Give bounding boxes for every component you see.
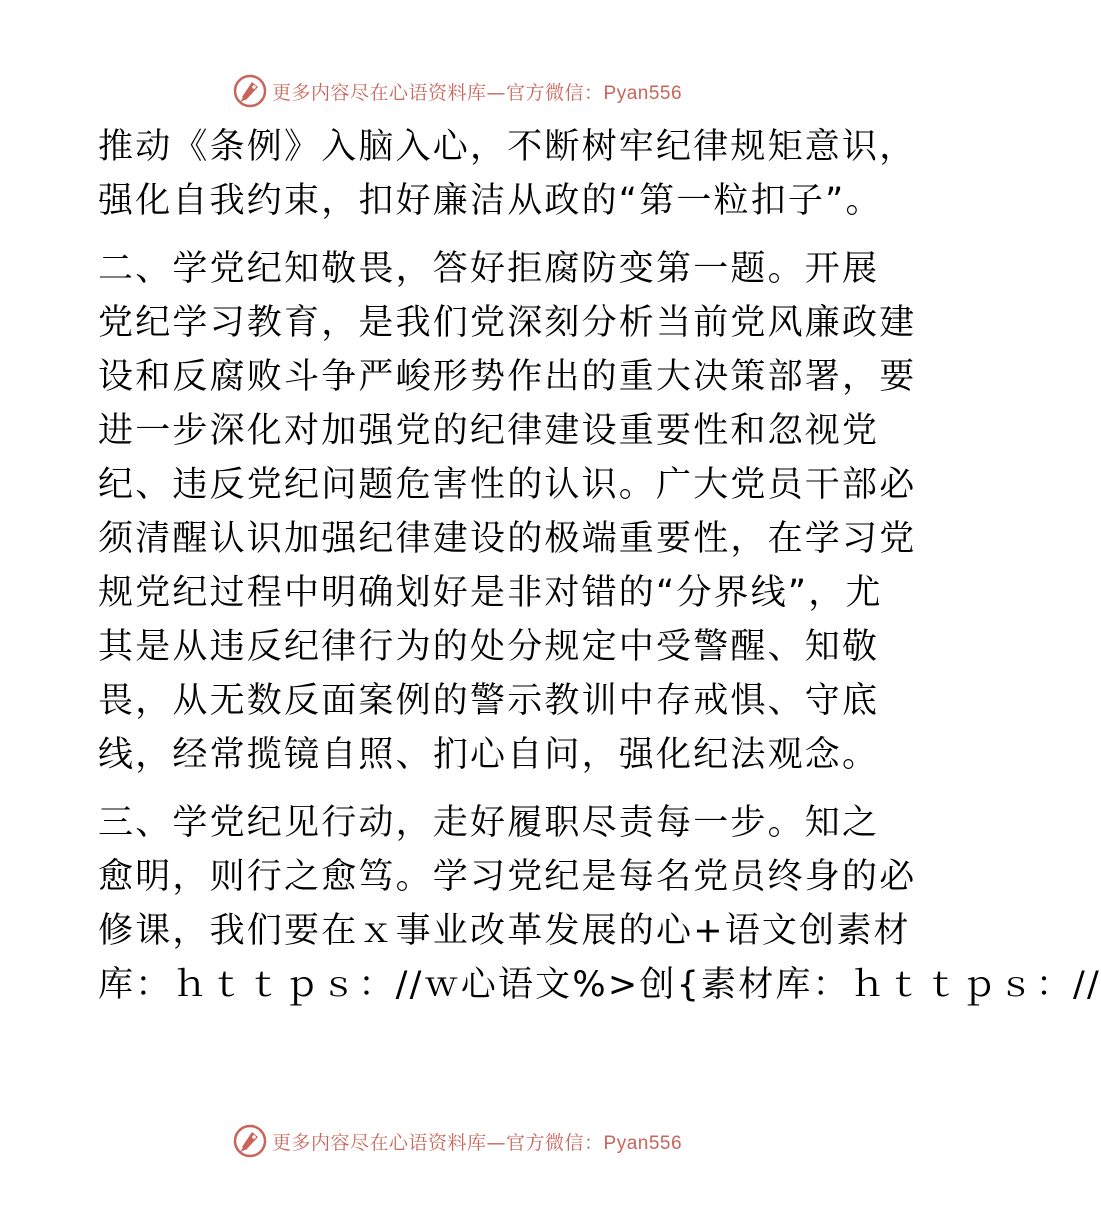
body-line: 愈明，则行之愈笃。学习党纪是每名党员终身的必 xyxy=(98,857,917,897)
watermark-separator: — xyxy=(486,1132,507,1154)
body-line: 须清醒认识加强纪律建设的极端重要性，在学习党 xyxy=(98,519,917,559)
watermark-brand: 更多内容尽在心语资料库 xyxy=(272,1132,487,1154)
body-line: 修课，我们要在ｘ事业改革发展的心+语文创素材 xyxy=(98,911,911,951)
body-line: 推动《条例》入脑入心，不断树牢纪律规矩意识， xyxy=(98,127,917,167)
body-line: 设和反腐败斗争严峻形势作出的重大决策部署，要 xyxy=(98,357,917,397)
section-three-heading-line: 三、学党纪见行动，走好履职尽责每一步。知之 xyxy=(98,803,880,843)
watermark-separator: — xyxy=(486,82,507,104)
body-line: 其是从违反纪律行为的处分规定中受警醒、知敬 xyxy=(98,627,880,667)
watermark-wechat-label: 官方微信： xyxy=(506,1132,604,1154)
body-line: 进一步深化对加强党的纪律建设重要性和忽视党 xyxy=(98,411,880,451)
body-line: 规党纪过程中明确划好是非对错的“分界线”，尤 xyxy=(98,573,883,613)
body-line: 畏，从无数反面案例的警示教训中存戒惧、守底 xyxy=(98,681,880,721)
watermark-wechat-id: Pyan556 xyxy=(603,1133,683,1154)
section-two-heading-line: 二、学党纪知敬畏，答好拒腐防变第一题。开展 xyxy=(98,249,880,289)
watermark-wechat-id: Pyan556 xyxy=(603,83,683,104)
pen-nib-logo-icon xyxy=(232,1123,268,1159)
document-body xyxy=(98,120,1101,1012)
pen-nib-logo-icon xyxy=(232,73,268,109)
footer-watermark-banner xyxy=(0,1120,950,1160)
watermark-text xyxy=(272,78,682,105)
body-line: 线，经常揽镜自照、扪心自问，强化纪法观念。 xyxy=(98,735,880,775)
body-line: 库：ｈｔｔｐｓ：//ｗ心语文%>创{素材库：ｈｔｔｐｓ：// xyxy=(98,965,1101,1005)
watermark-wechat-label: 官方微信： xyxy=(506,82,604,104)
header-watermark-banner xyxy=(0,70,950,110)
body-line: 党纪学习教育，是我们党深刻分析当前党风廉政建 xyxy=(98,303,917,343)
watermark-brand: 更多内容尽在心语资料库 xyxy=(272,82,487,104)
watermark-text xyxy=(272,1128,682,1155)
body-line: 强化自我约束，扣好廉洁从政的“第一粒扣子”。 xyxy=(98,181,883,221)
body-line: 纪、违反党纪问题危害性的认识。广大党员干部必 xyxy=(98,465,917,505)
